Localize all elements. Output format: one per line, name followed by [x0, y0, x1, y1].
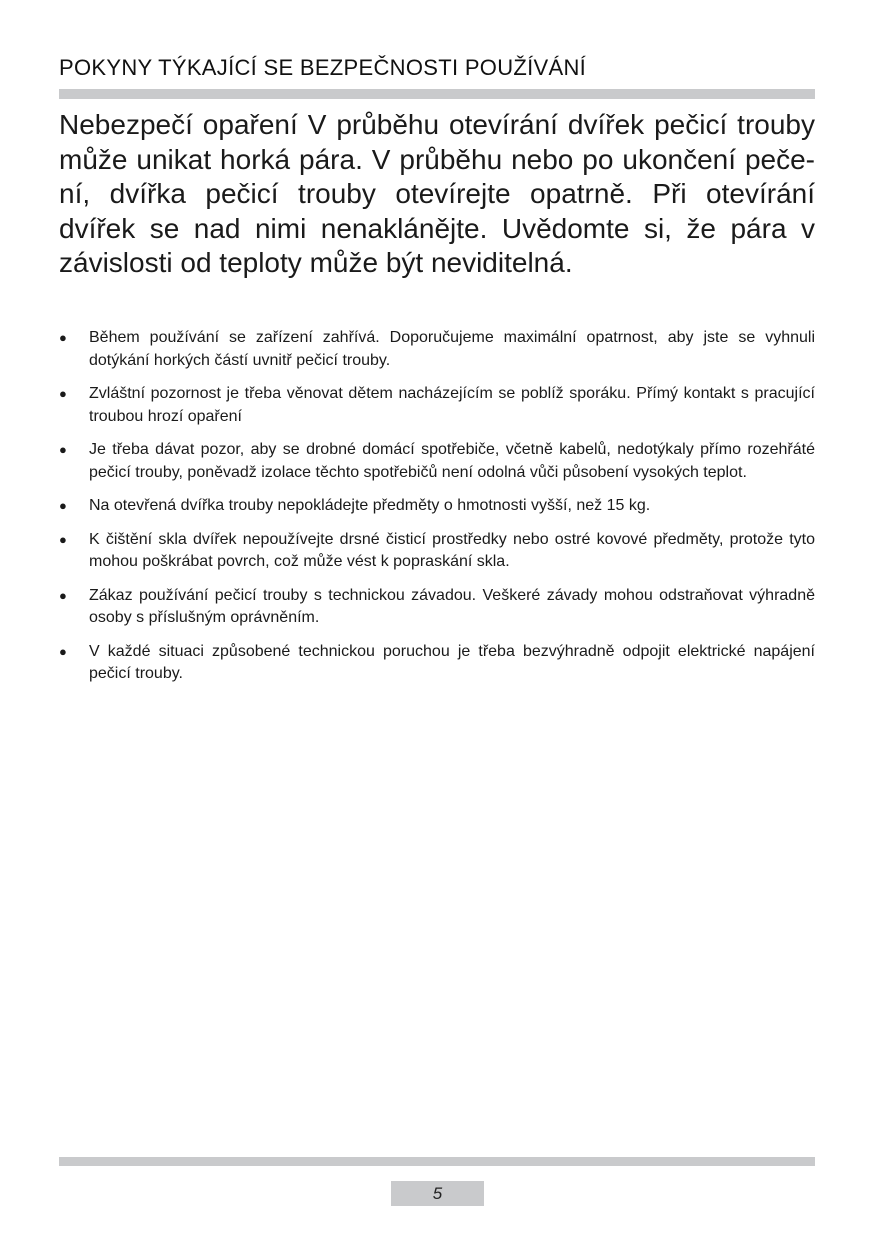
list-item: [59, 585, 815, 630]
bullet-icon: ●: [59, 330, 67, 345]
list-item: [59, 383, 815, 428]
bullet-icon: ●: [59, 498, 67, 513]
list-item-text: Zákaz používání pečicí trouby s technickou závadou. Veškeré závady mohou odstraňovat výhradně osoby s příslušným oprávněním.: [89, 586, 815, 626]
list-item-text: Během používání se zařízení zahřívá. Doporučujeme maximální opatrnost, aby jste se vyhnuli dotýkání horkých částí uvnitř pečicí trouby.: [89, 329, 815, 369]
list-item-text: Zvláštní pozornost je třeba věnovat dětem nacházejícím se poblíž sporáku. Přímý kontakt s pracující troubou hrozí opaření: [89, 385, 815, 425]
bullet-icon: ●: [59, 587, 67, 603]
bullet-icon: ●: [59, 386, 67, 401]
list-item-text: Na otevřená dvířka trouby nepokládejte předměty o hmotnosti vyšší, než 15 kg.: [89, 497, 651, 514]
bullet-icon: ●: [59, 442, 67, 457]
title-underline-bar: [59, 89, 815, 99]
list-item-text: K čištění skla dvířek nepoužívejte drsné čisticí prostředky nebo ostré kovové předměty, protože tyto mohou poškrábat povrch, což může vést k popraskání skla.: [89, 530, 815, 570]
bullet-icon: ●: [59, 531, 67, 547]
safety-instructions-list: [59, 327, 815, 697]
list-item: [59, 327, 815, 372]
list-item: [59, 439, 815, 484]
list-item: [59, 495, 815, 518]
bullet-icon: ●: [59, 643, 67, 659]
page-number: 5: [391, 1181, 484, 1206]
list-item-text: V každé situaci způsobené technickou poruchou je třeba bezvýhradně odpojit elektrické napájení pečicí trouby.: [89, 642, 815, 682]
footer-bar: [59, 1157, 815, 1166]
list-item: [59, 529, 815, 574]
list-item-text: Je třeba dávat pozor, aby se drobné domácí spotřebiče, včetně kabelů, nedotýkaly přímo rozehřáté pečicí trouby, poněvadž izolace těchto spotřebičů není odolná vůči působení vysokých teplot.: [89, 441, 815, 481]
scald-warning-paragraph: Nebezpečí opaření V průběhu otevírání dvířek pečicí trouby může unikat horká pára. V průběhu nebo po ukončení peče-ní, dvířka pečicí trouby otevírejte opatrně. Při otevírání dvířek se nad nimi nenaklánějte. Uvědomte si, že pára v závislosti od teploty může být neviditelná.: [59, 109, 815, 278]
section-title: POKYNY TÝKAJÍCÍ SE BEZPEČNOSTI POUŽÍVÁNÍ: [59, 55, 587, 80]
list-item: [59, 641, 815, 686]
